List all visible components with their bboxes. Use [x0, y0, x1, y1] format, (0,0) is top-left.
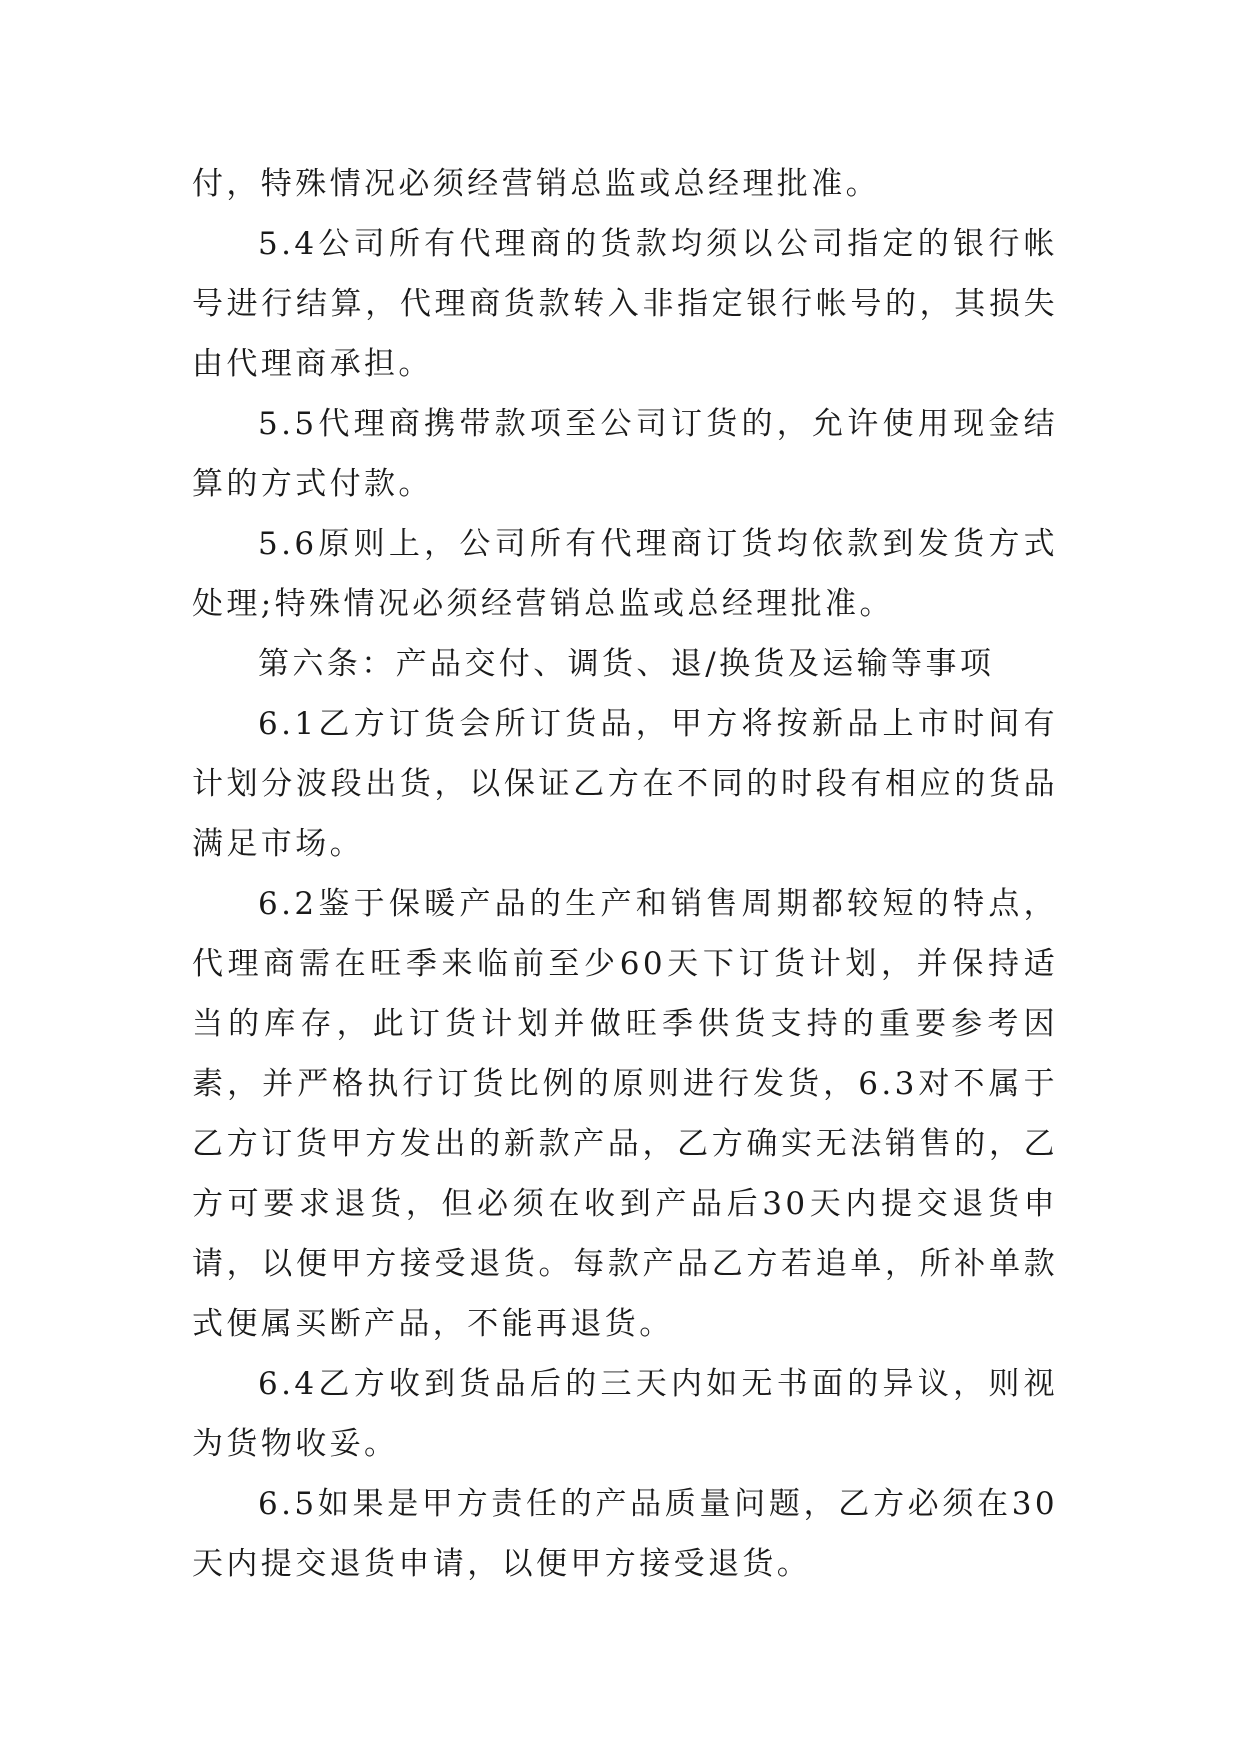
paragraph-5-4: 5.4公司所有代理商的货款均须以公司指定的银行帐号进行结算，代理商货款转入非指定银行帐号的，其损失由代理商承担。 — [192, 226, 1058, 382]
paragraph-6-4: 6.4乙方收到货品后的三天内如无书面的异议，则视为货物收妥。 — [192, 1366, 1058, 1462]
paragraph-6-5: 6.5如果是甲方责任的产品质量问题，乙方必须在30天内提交退货申请，以便甲方接受退货。 — [192, 1486, 1058, 1582]
document-body — [192, 154, 1058, 1594]
paragraph-5-5: 5.5代理商携带款项至公司订货的，允许使用现金结算的方式付款。 — [192, 406, 1058, 502]
paragraph-5-6: 5.6原则上，公司所有代理商订货均依款到发货方式处理;特殊情况必须经营销总监或总经理批准。 — [192, 526, 1058, 622]
paragraph-6-1: 6.1乙方订货会所订货品，甲方将按新品上市时间有计划分波段出货，以保证乙方在不同的时段有相应的货品满足市场。 — [192, 706, 1058, 862]
section-heading-article-6: 第六条：产品交付、调货、退/换货及运输等事项 — [258, 646, 995, 682]
paragraph-6-2: 6.2鉴于保暖产品的生产和销售周期都较短的特点，代理商需在旺季来临前至少60天下订货计划，并保持适当的库存，此订货计划并做旺季供货支持的重要参考因素，并严格执行订货比例的原则进行发货，6.3对不属于乙方订货甲方发出的新款产品，乙方确实无法销售的，乙方可要求退货，但必须在收到产品后30天内提交退货申请，以便甲方接受退货。每款产品乙方若追单，所补单款式便属买断产品，不能再退货。 — [192, 886, 1058, 1342]
paragraph-5-3-continuation: 付，特殊情况必须经营销总监或总经理批准。 — [192, 166, 880, 202]
